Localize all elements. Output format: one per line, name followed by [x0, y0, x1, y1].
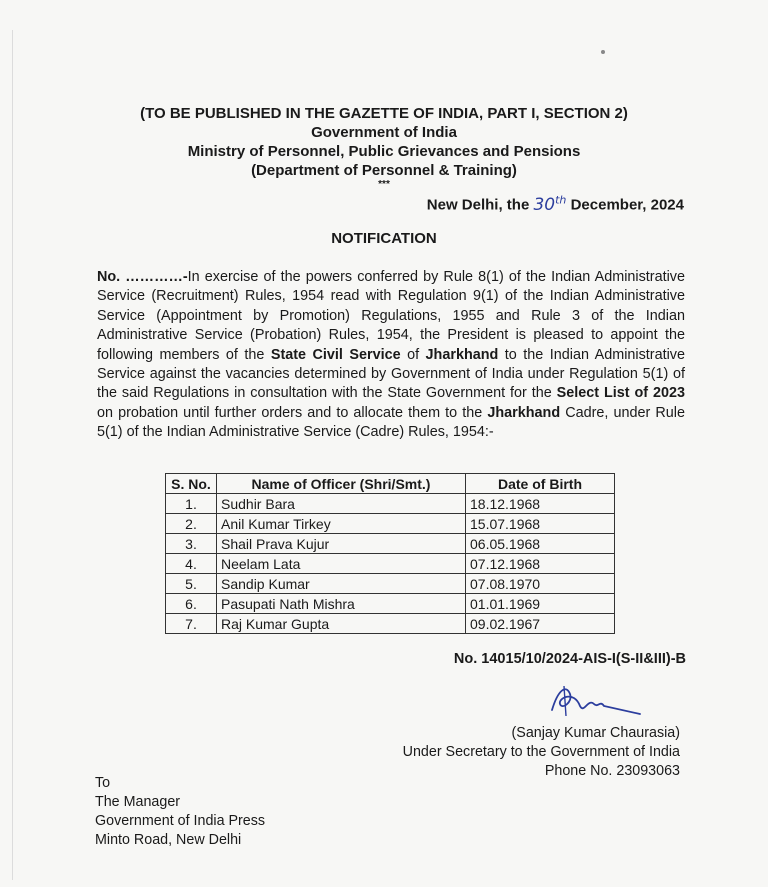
handwritten-day: 30th [533, 193, 567, 215]
scan-speck [601, 50, 605, 54]
signatory-name: (Sanjay Kumar Chaurasia) [511, 725, 680, 741]
state-name: Jharkhand [425, 346, 499, 363]
dateline [427, 193, 684, 215]
signatory-block [403, 724, 680, 781]
document-header [0, 104, 768, 190]
government-line: Government of India [311, 124, 457, 141]
signatory-phone: Phone No. 23093063 [544, 763, 680, 779]
table-row: 4. Neelam Lata 07.12.1968 [166, 554, 615, 574]
officers-table [165, 473, 615, 634]
ministry-line: Ministry of Personnel, Public Grievances and Pensions [187, 143, 581, 160]
addressee-line: The Manager [95, 794, 181, 810]
table-row: 5. Sandip Kumar 07.08.1970 [166, 574, 615, 594]
table-row: 7. Raj Kumar Gupta 09.02.1967 [166, 614, 615, 634]
addressee-line: Government of India Press [95, 813, 266, 829]
dateline-prefix: New Delhi, the [426, 196, 530, 214]
table-row: 6. Pasupati Nath Mishra 01.01.1969 [166, 594, 615, 614]
cadre-name: Jharkhand [487, 404, 561, 421]
column-header: Name of Officer (Shri/Smt.) [217, 474, 466, 494]
dateline-month-year: December, 2024 [570, 196, 684, 214]
signatory-designation: Under Secretary to the Government of India [402, 744, 680, 760]
notification-title: NOTIFICATION [331, 230, 437, 247]
gazette-line: (TO BE PUBLISHED IN THE GAZETTE OF INDIA, PART I, SECTION 2) [140, 105, 628, 122]
table-header-row [166, 474, 615, 494]
state-civil-service-term: State Civil Service [270, 346, 401, 363]
table-row: 2. Anil Kumar Tirkey 15.07.1968 [166, 514, 615, 534]
column-header: S. No. [166, 474, 217, 494]
department-line: (Department of Personnel & Training) [251, 162, 517, 179]
header-stars: *** [378, 179, 390, 190]
select-list-term: Select List of 2023 [556, 385, 685, 402]
table-row: 1. Sudhir Bara 18.12.1968 [166, 494, 615, 514]
addressee-line: Minto Road, New Delhi [95, 832, 242, 848]
file-number: No. 14015/10/2024-AIS-I(S-II&III)-B [453, 651, 686, 667]
to-label: To [95, 775, 111, 791]
signature-icon [540, 680, 650, 722]
notification-body: No. …………-In exercise of the powers conferred by Rule 8(1) of the Indian Administrative Service (Recruitment) Rules, 1954 read with Regulation 9(1) of the Indian Administrative Service (Appointment by Promotion) Regulations, 1955 and Rule 3 of the Indian Administrative Service (Probation) Rules, 1954, the President is pleased to appoint the following members of the State Civil Service of Jharkhand to the Indian Administrative Service against the vacancies determined by Government of India under Regulation 5(1) of the said Regulations in consultation with the State Government for the Select List of 2023 on probation until further orders and to allocate them to the Jharkhand Cadre, under Rule 5(1) of the Indian Administrative Service (Cadre) Rules, 1954:- [97, 269, 685, 441]
addressee-block [95, 774, 265, 850]
column-header: Date of Birth [466, 474, 615, 494]
notification-number-label: No. …………- [97, 269, 188, 285]
table-row: 3. Shail Prava Kujur 06.05.1968 [166, 534, 615, 554]
